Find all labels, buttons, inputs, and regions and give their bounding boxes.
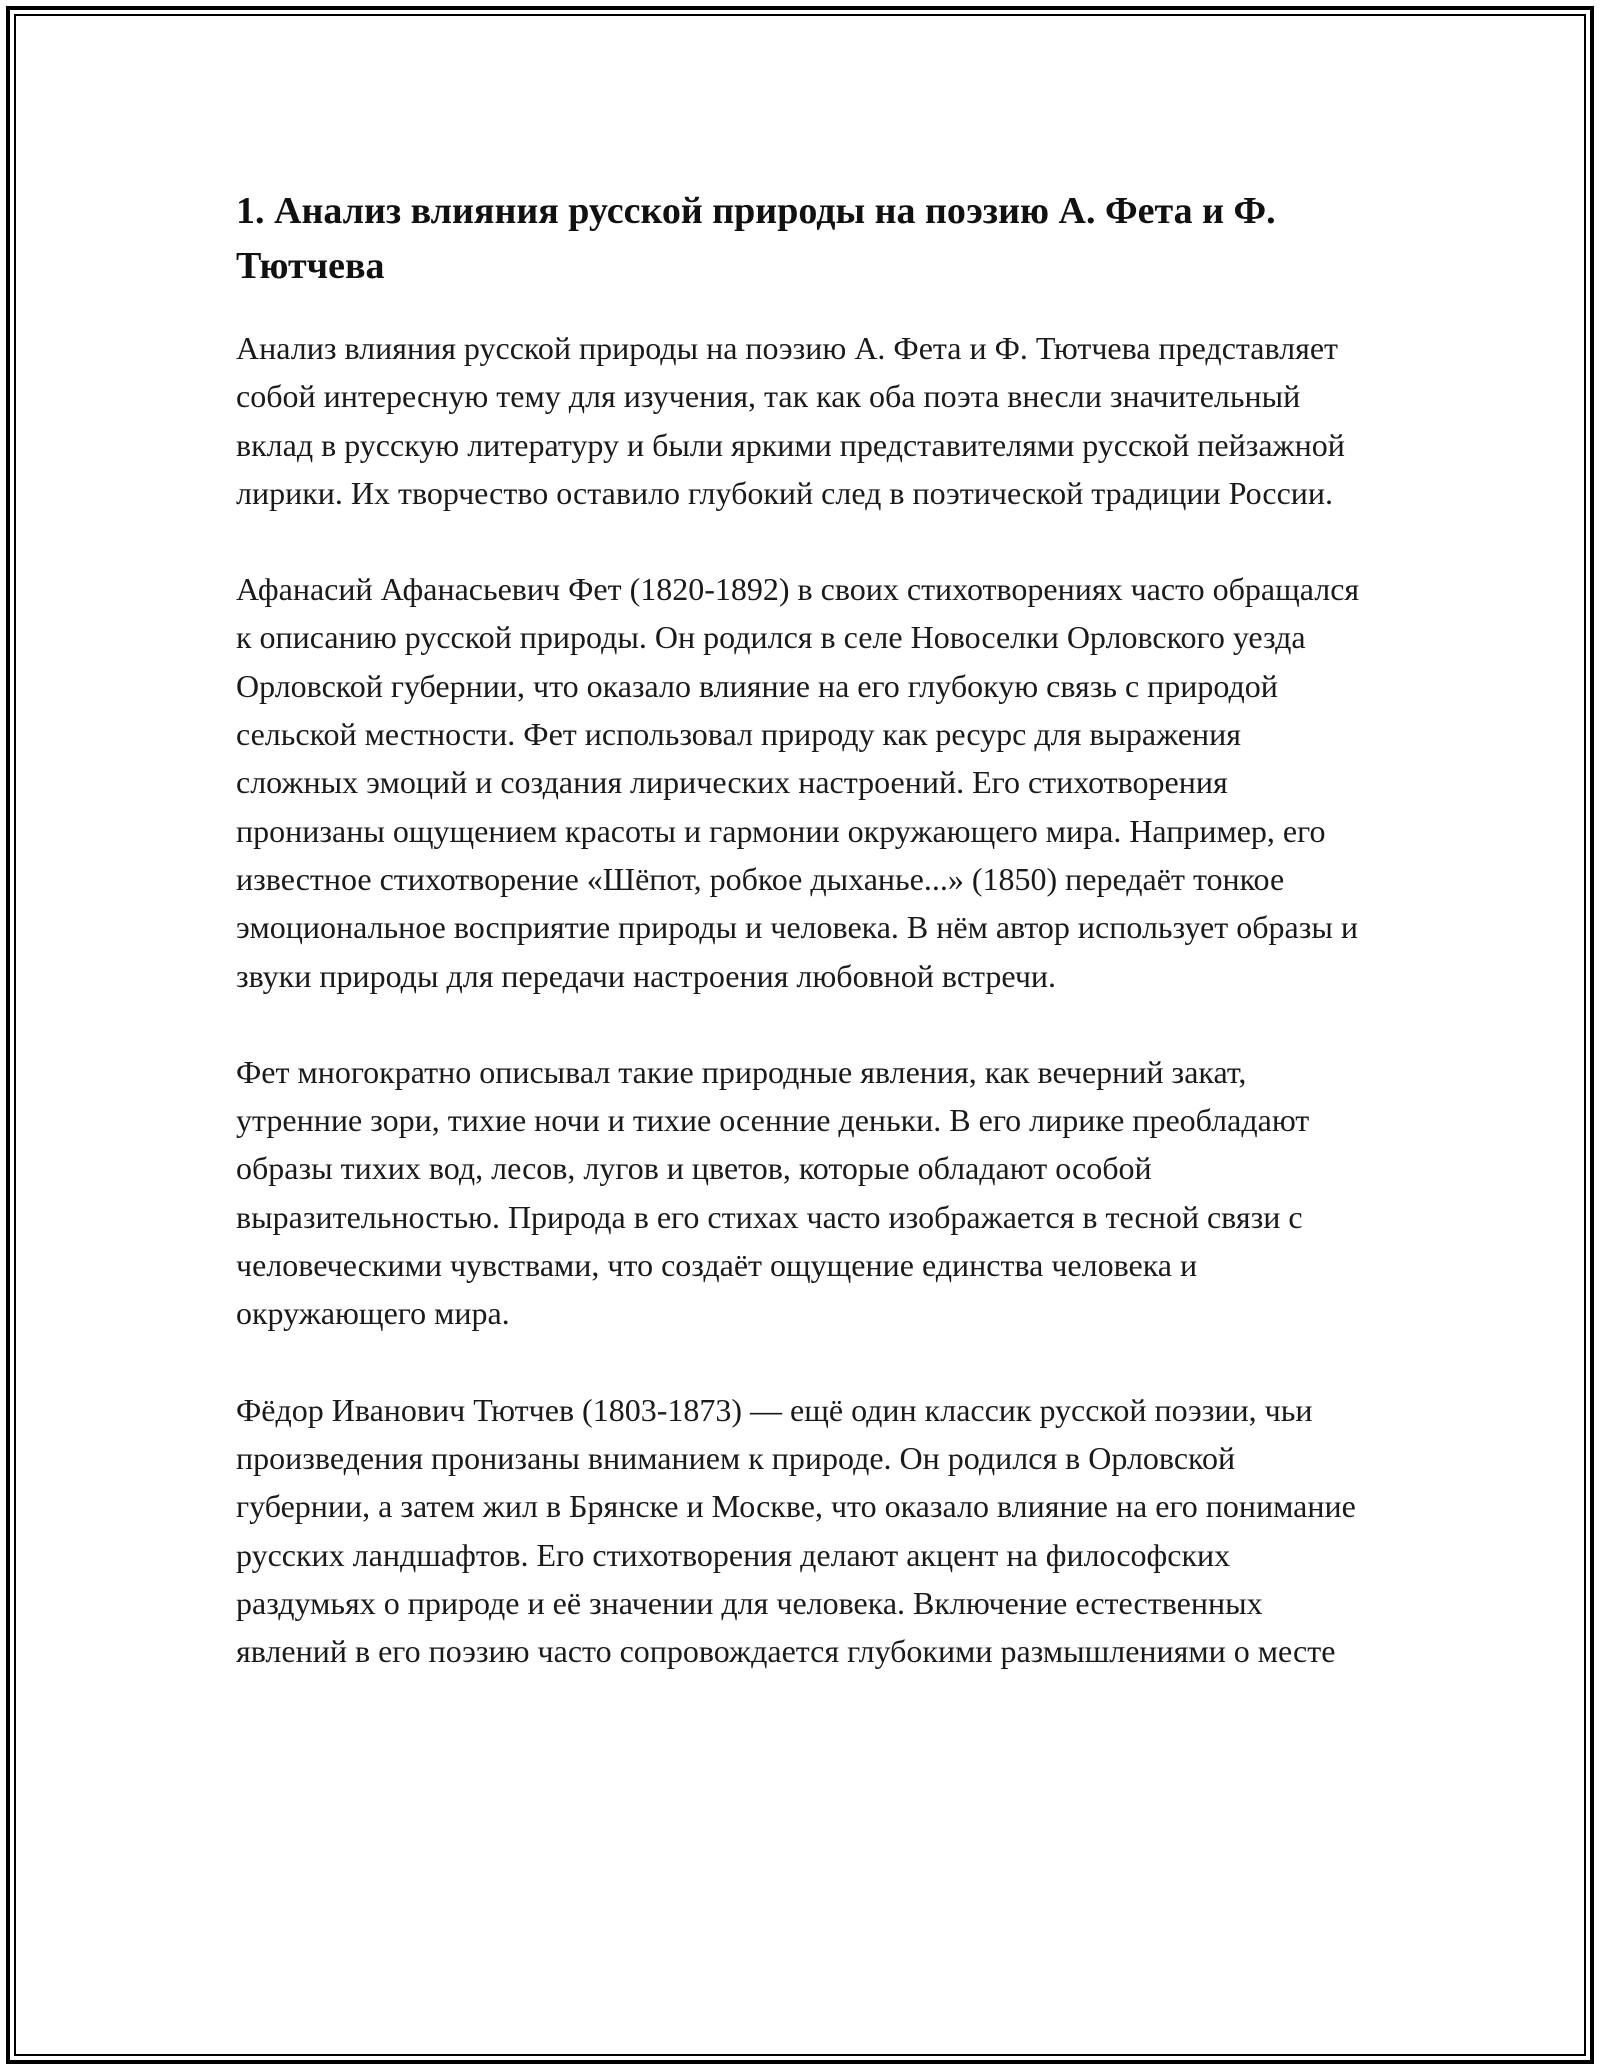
document-body: [236, 184, 1366, 1723]
paragraph-fet-nature: Фет многократно описывал такие природные явления, как вечерний закат, утренние зори, тихие ночи и тихие осенние деньки. В его лирике преобладают образы тихих вод, лесов, лугов и цветов, которые обладают особой выразительностью. Природа в его стихах часто изображается в тесной связи с человеческими чувствами, что создаёт ощущение единства человека и окружающего мира.: [236, 1053, 1310, 1332]
paragraph-fet-biography: Афанасий Афанасьевич Фет (1820-1892) в своих стихотворениях часто обращался к описанию русской природы. Он родился в селе Новоселки Орловского уезда Орловской губернии, что оказало влияние на его глубокую связь с природой сельской местности. Фет использовал природу как ресурс для выражения сложных эмоций и создания лирических настроений. Его стихотворения пронизаны ощущением красоты и гармонии окружающего мира. Например, его известное стихотворение «Шёпот, робкое дыханье...» (1850) передаёт тонкое эмоциональное восприятие природы и человека. В нём автор использует образы и звуки природы для передачи настроения любовной встречи.: [236, 571, 1360, 994]
paragraph-tyutchev: Фёдор Иванович Тютчев (1803-1873) — ещё один классик русской поэзии, чьи произведения пронизаны вниманием к природе. Он родился в Орловской губернии, а затем жил в Брянске и Москве, что оказало влияние на его понимание русских ландшафтов. Его стихотворения делают акцент на философских раздумьях о природе и её значении для человека. Включение естественных явлений в его поэзию часто сопровождается глубокими размышлениями о месте: [236, 1391, 1356, 1670]
paragraph-intro: Анализ влияния русской природы на поэзию А. Фета и Ф. Тютчева представляет собой интересную тему для изучения, так как оба поэта внесли значительный вклад в русскую литературу и были яркими представителями русской пейзажной лирики. Их творчество оставило глубокий след в поэтической традиции России.: [236, 330, 1345, 511]
section-heading: 1. Анализ влияния русской природы на поэзию А. Фета и Ф. Тютчева: [236, 190, 1276, 287]
